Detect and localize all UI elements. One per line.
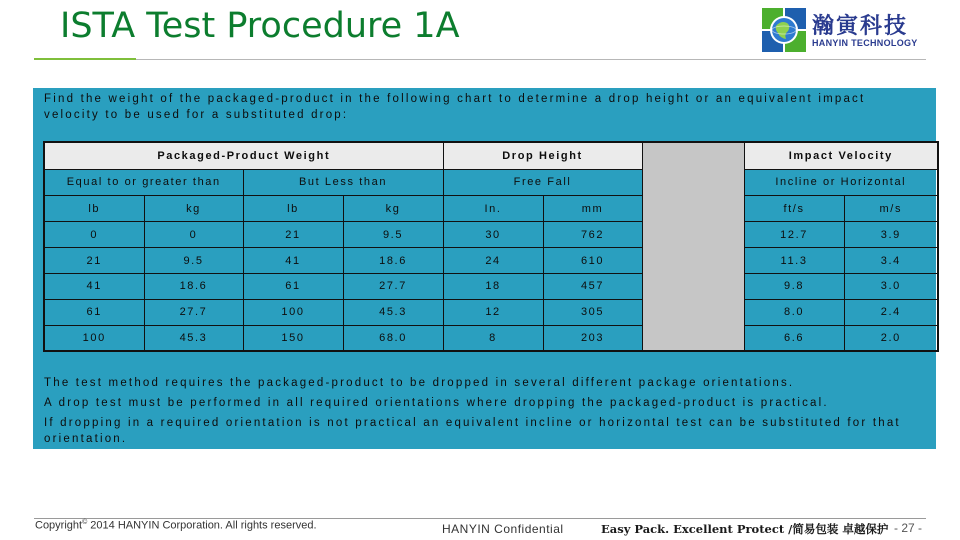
- table-cell: 0: [144, 222, 243, 248]
- unit-cell: m/s: [844, 196, 938, 222]
- table-cell: 6.6: [744, 325, 844, 351]
- header-drop-height: Drop Height: [443, 142, 642, 169]
- table-row: [44, 222, 938, 248]
- table-cell: 27.7: [343, 274, 443, 300]
- separator-column: [642, 142, 744, 351]
- header-impact-velocity: Impact Velocity: [744, 142, 938, 169]
- table-cell: 27.7: [144, 299, 243, 325]
- logo-name-en: HANYIN TECHNOLOGY: [812, 38, 918, 48]
- table-cell: 18.6: [144, 274, 243, 300]
- table-cell: 9.8: [744, 274, 844, 300]
- content-panel: [33, 88, 936, 449]
- table-cell: 203: [543, 325, 642, 351]
- intro-text: Find the weight of the packaged-product in the following chart to determine a drop height or an equivalent impact velocity to be used for a substituted drop:: [44, 93, 866, 121]
- table-cell: 3.0: [844, 274, 938, 300]
- unit-cell: In.: [443, 196, 543, 222]
- unit-cell: mm: [543, 196, 642, 222]
- table-row: [44, 299, 938, 325]
- subheader-free-fall: Free Fall: [443, 169, 642, 195]
- page-number: - 27 -: [894, 521, 923, 535]
- note-line: If dropping in a required orientation is not practical an equivalent incline or horizontal test can be substituted for that orientation.: [44, 417, 901, 445]
- unit-cell: lb: [243, 196, 343, 222]
- table-cell: 61: [243, 274, 343, 300]
- note-line: The test method requires the packaged-product to be dropped in several different package orientations.: [44, 377, 795, 389]
- unit-cell: kg: [343, 196, 443, 222]
- copyright-text: 2014 HANYIN Corporation. All rights reserved.: [87, 519, 317, 532]
- notes: [44, 373, 924, 447]
- confidential-label: HANYIN Confidential: [442, 522, 564, 536]
- table-cell: 8.0: [744, 299, 844, 325]
- unit-cell: ft/s: [744, 196, 844, 222]
- table-cell: 45.3: [343, 299, 443, 325]
- table-cell: 2.4: [844, 299, 938, 325]
- table-cell: 21: [44, 248, 144, 274]
- table-cell: 24: [443, 248, 543, 274]
- subheader-min: Equal to or greater than: [44, 169, 243, 195]
- table-cell: 457: [543, 274, 642, 300]
- table-cell: 305: [543, 299, 642, 325]
- table-cell: 150: [243, 325, 343, 351]
- table-cell: 100: [44, 325, 144, 351]
- header-weight: Packaged-Product Weight: [44, 142, 443, 169]
- table-row: [44, 248, 938, 274]
- subheader-max: But Less than: [243, 169, 443, 195]
- unit-cell: lb: [44, 196, 144, 222]
- table-cell: 0: [44, 222, 144, 248]
- table-cell: 610: [543, 248, 642, 274]
- table-cell: 762: [543, 222, 642, 248]
- copyright-prefix: Copyright: [35, 519, 83, 532]
- table-cell: 9.5: [144, 248, 243, 274]
- table-cell: 2.0: [844, 325, 938, 351]
- table-cell: 41: [44, 274, 144, 300]
- globe-logo-icon: [762, 8, 806, 52]
- table-cell: 68.0: [343, 325, 443, 351]
- note-line: A drop test must be performed in all required orientations where dropping the packaged-product is practical.: [44, 397, 829, 409]
- table-cell: 12: [443, 299, 543, 325]
- logo-name-cn: 瀚寅科技: [812, 14, 909, 39]
- table-cell: 3.9: [844, 222, 938, 248]
- copyright: [35, 519, 317, 532]
- table-cell: 11.3: [744, 248, 844, 274]
- table-cell: 61: [44, 299, 144, 325]
- table-cell: 3.4: [844, 248, 938, 274]
- slogan: Easy Pack. Excellent Protect /简易包装 卓越保护: [601, 522, 889, 536]
- table-cell: 30: [443, 222, 543, 248]
- table-cell: 9.5: [343, 222, 443, 248]
- table-cell: 41: [243, 248, 343, 274]
- table-cell: 45.3: [144, 325, 243, 351]
- table-row: [44, 274, 938, 300]
- table-cell: 12.7: [744, 222, 844, 248]
- table-cell: 8: [443, 325, 543, 351]
- table-cell: 18.6: [343, 248, 443, 274]
- drop-height-table: [43, 141, 939, 352]
- unit-cell: kg: [144, 196, 243, 222]
- page-title: ISTA Test Procedure 1A: [60, 6, 460, 46]
- copyright-symbol: ©: [82, 519, 88, 526]
- table-cell: 18: [443, 274, 543, 300]
- table-cell: 21: [243, 222, 343, 248]
- subheader-incline: Incline or Horizontal: [744, 169, 938, 195]
- company-logo: [762, 8, 922, 54]
- title-underline: [136, 59, 926, 60]
- table-cell: 100: [243, 299, 343, 325]
- table-row: [44, 325, 938, 351]
- title-underline-accent: [34, 58, 136, 60]
